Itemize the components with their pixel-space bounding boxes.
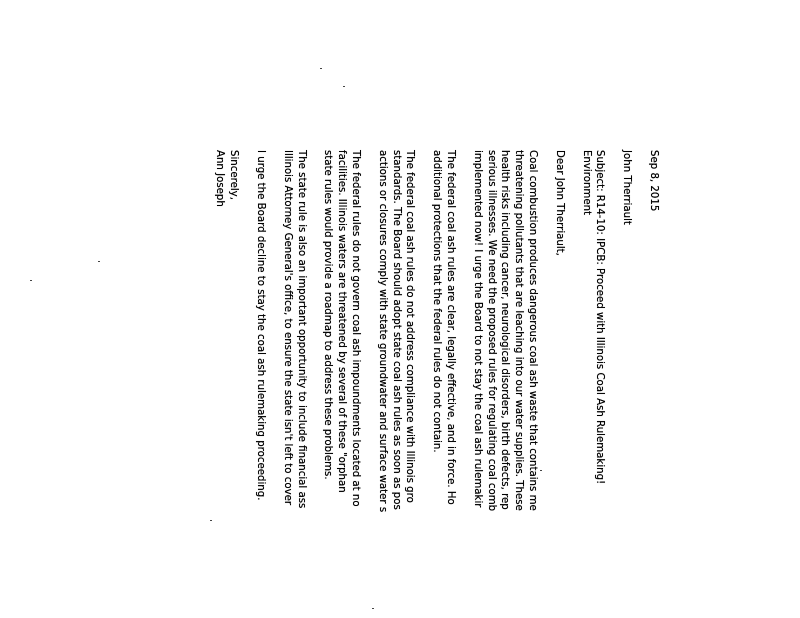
scan-speck [30, 280, 32, 281]
scan-speck [343, 86, 345, 87]
salutation: Dear John Therriault, [553, 150, 565, 256]
subject-line: Subject: R14-10: IPCB: Proceed with Illinois Coal Ash Rulemaking! Environment [580, 150, 606, 485]
rotated-letter [213, 150, 660, 618]
closing: Sincerely, [228, 150, 240, 200]
paragraph-4: The federal rules do not govern coal ash impoundments located at no facilities. Illinois waters are threatened by several of these "orphan state rules would provide a roadmap to address these problems. [322, 150, 362, 507]
scan-speck [540, 470, 542, 471]
scan-speck [98, 261, 100, 262]
paragraph-5: The state rule is also an important opportunity to include financial ass Illinois Attorney General's office, to ensure the state isn't left to cover [281, 150, 307, 509]
paragraph-3: The federal coal ash rules do not address compliance with Illinois gro standards. The Board should adopt state coal ash rules as soon as pos actions or closures comply with state groundwater and surface water s [376, 150, 416, 513]
paragraph-2: The federal coal ash rules are clear, legally effective, and in force. Ho additional protections that the federal rules do not contain. [431, 150, 457, 505]
scan-speck [210, 520, 212, 521]
scan-speck [372, 608, 374, 609]
paragraph-6: I urge the Board decline to stay the coal ash rulemaking proceeding. [255, 150, 267, 501]
paragraph-1: Coal combustion produces dangerous coal ash waste that contains me threatening pollutants that are leaching into our water supplies. These health risks including cancer, neurological disorders, birth defects, rep serious illnesses. We need the proposed rules for regulating coal comb implemented now! I urge the Board to not stay the coal ash rulemakir [471, 150, 539, 512]
scan-speck [320, 68, 322, 69]
signer-name: Ann Joseph [214, 150, 226, 207]
letter-date: Sep 8, 2015 [648, 150, 659, 212]
recipient-name: John Therriault [621, 150, 633, 225]
